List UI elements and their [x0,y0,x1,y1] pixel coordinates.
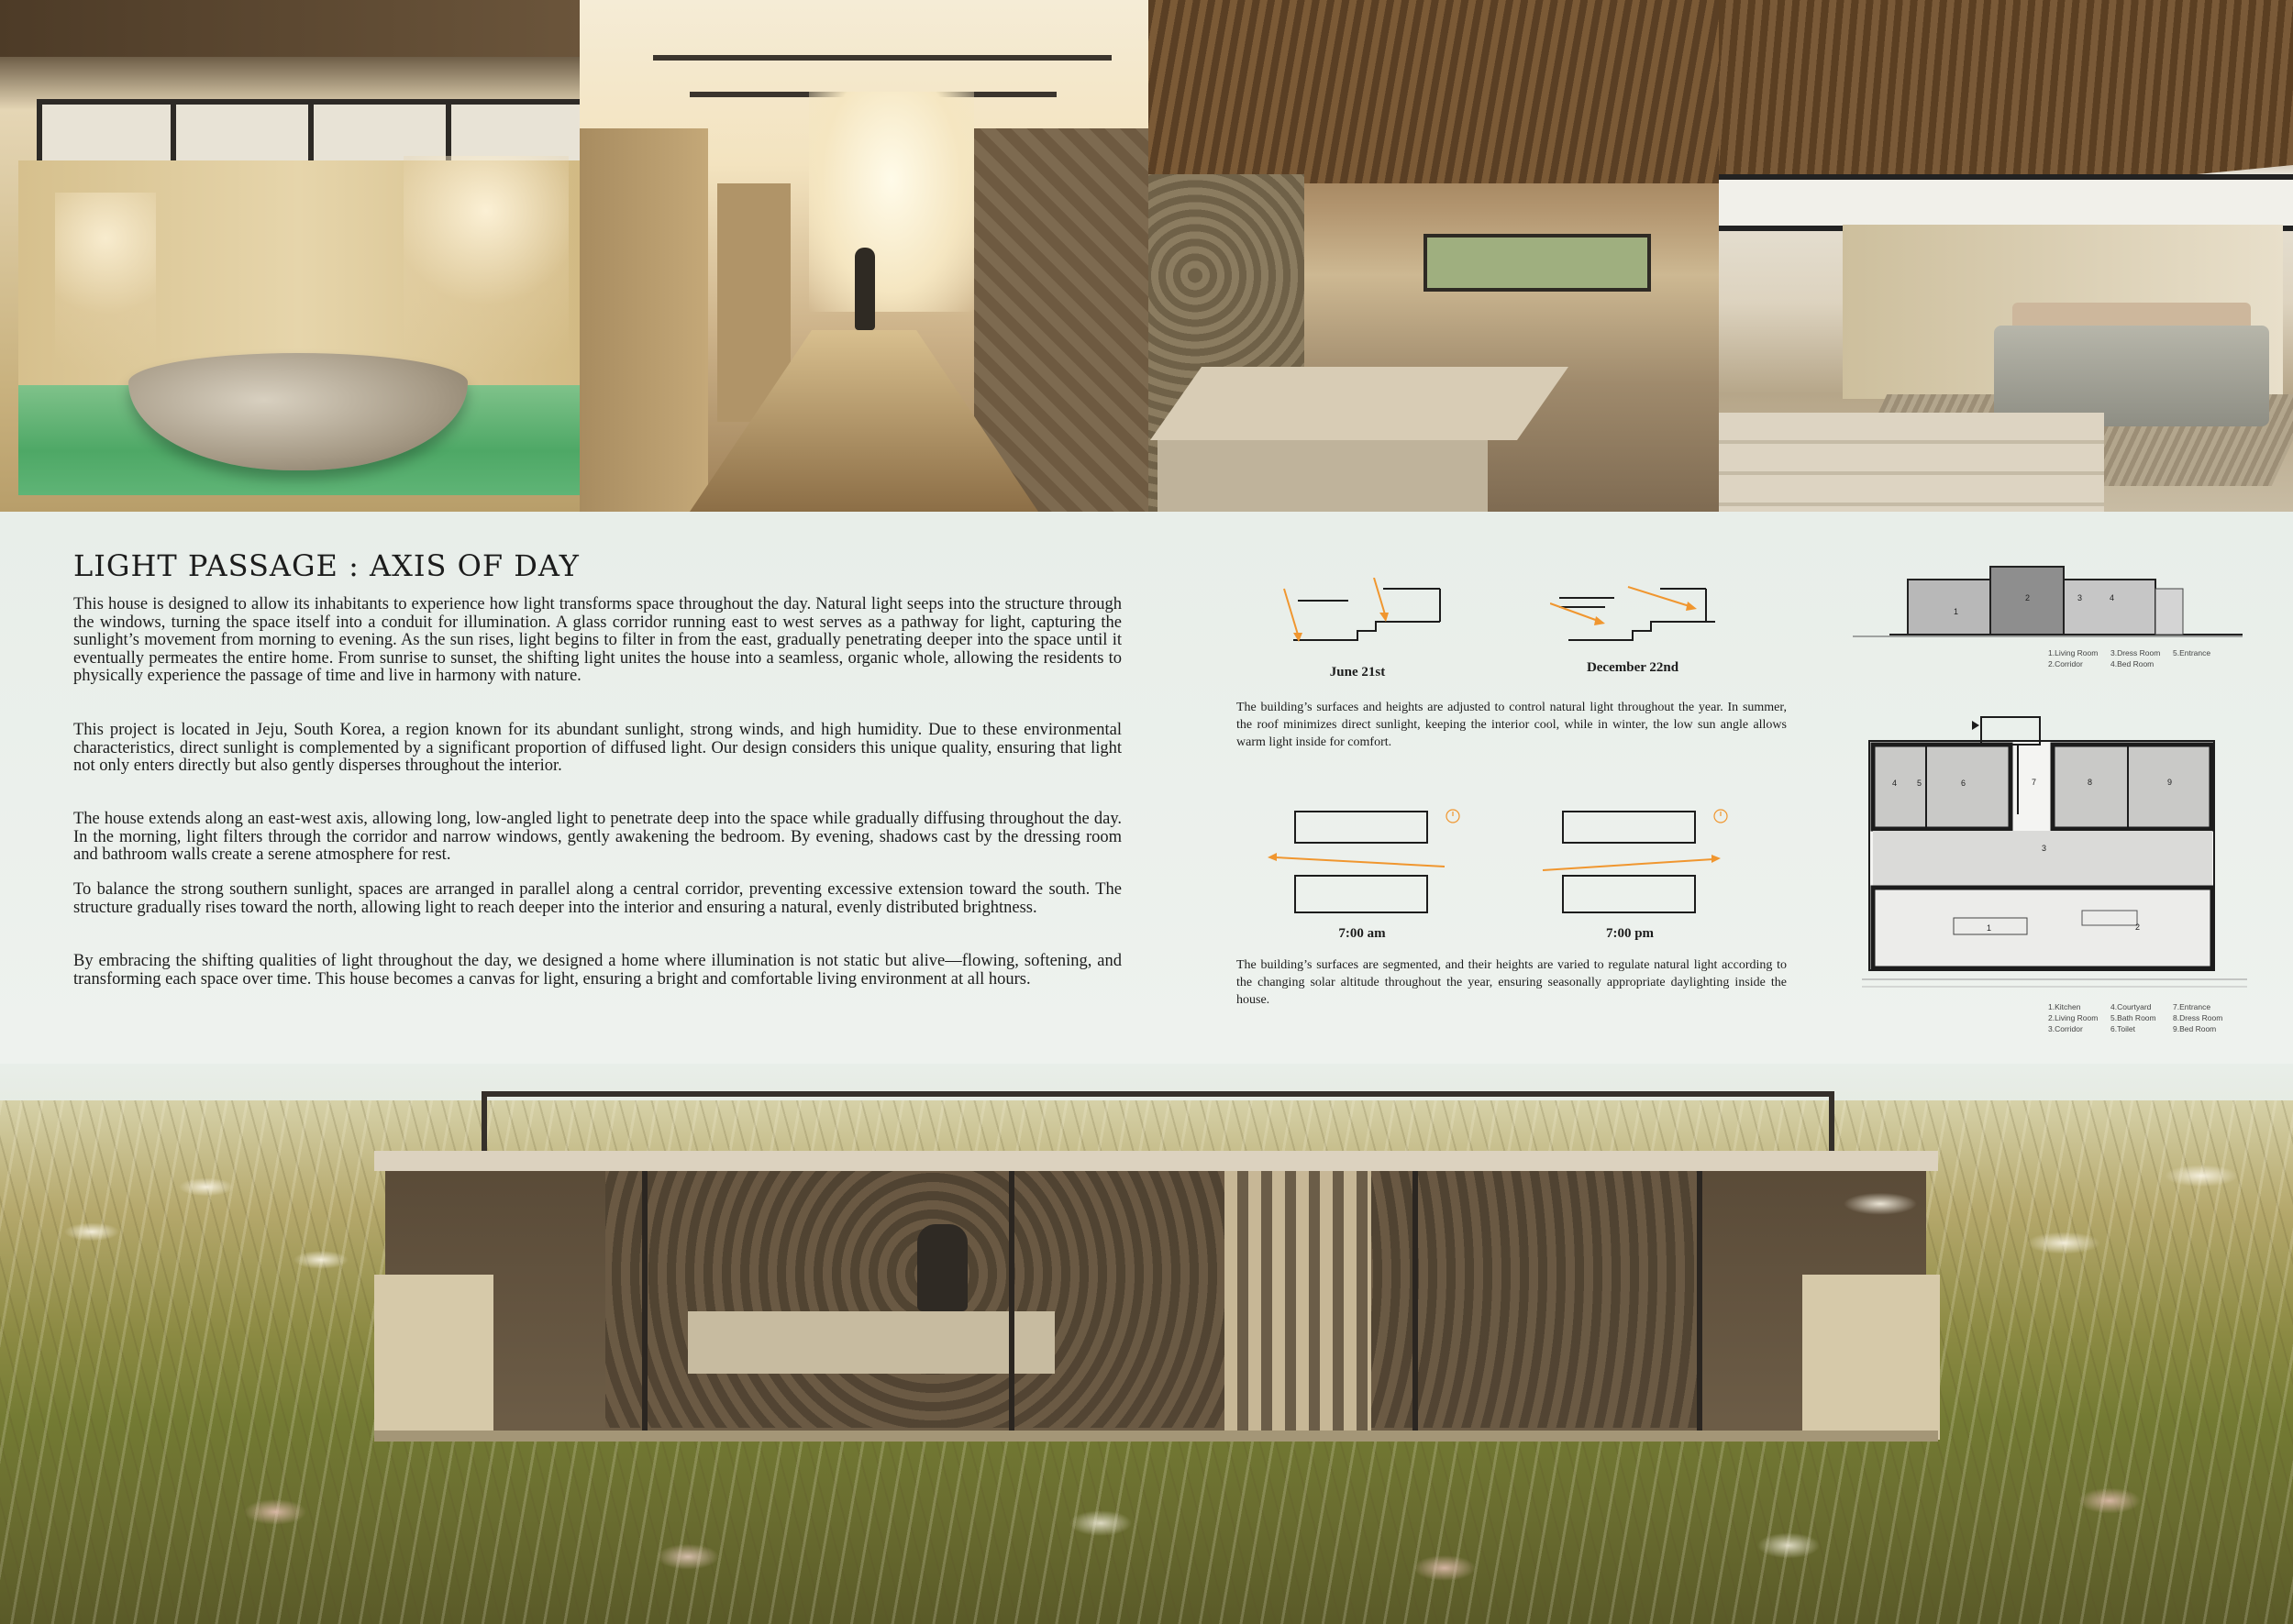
plan-diagram-caption: The building’s surfaces are segmented, and their heights are varied to regulate natural light according to the changing solar altitude throughout the year, ensuring seasonally appropriate daylighting inside the house. [1236,958,1787,1007]
label-december: December 22nd [1586,660,1679,675]
plan-room-number: 8 [2088,778,2093,787]
paragraph-concept: This house is designed to allow its inhabitants to experience how light transforms space throughout the day. Natural light seeps into the structure through the windows, turning the space itself into a conduit for illumination. A glass corridor running east to west serves as a pathway for light, capturing the sunlight’s movement from morning to evening. As the sun rises, light begins to filter in from the east, gradually penetrating deeper into the space until it eventually permeates the entire home. From sunrise to sunset, the shifting light unites the house into a seamless, organic whole, allowing the residents to physically experience the passage of time and live in harmony with nature. [73,595,1122,686]
legend-item: 4.Bed Room [2110,659,2155,668]
plan-room-number: 3 [2042,844,2047,853]
wood-ceiling [1719,0,2293,193]
wood-ceiling [1148,0,1719,183]
label-morning: 7:00 am [1338,926,1386,941]
paragraph-conclusion: By embracing the shifting qualities of light throughout the day, we designed a home where illumination is not static but alive—flowing, softening, and transforming each space over time. This house becomes a canvas for light, ensuring a bright and comfortable living environment at all hours. [73,952,1122,989]
section-room-number: 1 [1954,607,1959,616]
legend-item: 1.Living Room [2048,648,2099,657]
ribbon-window [1423,234,1651,292]
plan-room-number: 9 [2167,778,2173,787]
render-bathroom [0,0,580,512]
section-room-number: 2 [2025,593,2031,602]
section-legend [2048,647,2250,669]
paragraph-axis: The house extends along an east-west axis, allowing long, low-angled light to penetrate deep into the space while gradually diffusing throughout the day. In the morning, light filters through the corridor and narrow windows, gently awakening the bedroom. By evening, shadows cast by the dressing room and bathroom walls create a serene atmosphere for rest. [73,810,1122,865]
plan-diagram-morning [1266,802,1468,922]
legend-item: 1.Kitchen [2048,1002,2081,1011]
legend-item: 8.Dress Room [2173,1013,2223,1022]
render-exterior [0,1064,2293,1624]
legend-item: 2.Corridor [2048,659,2083,668]
roof-overhang [0,0,580,57]
counter-side [1158,440,1488,512]
plan-room-number: 1 [1987,923,1992,933]
plan-room-number: 5 [1917,779,1922,788]
paragraph-site: This project is located in Jeju, South Korea, a region known for its abundant sunlight, strong winds, and high humidity. Due to these environmental characteristics, direct sunlight is complemented by a significant proportion of diffused light. Our design considers this unique quality, ensuring that light not only enters directly but also gently disperses throughout the interior. [73,721,1122,776]
plan-room-number: 4 [1892,779,1898,788]
legend-item: 3.Corridor [2048,1024,2083,1033]
floor-plan-legend [2048,1001,2250,1034]
floor-steps [1719,413,2104,512]
legend-item: 9.Bed Room [2173,1024,2217,1033]
bed [1994,326,2269,426]
legend-item: 5.Entrance [2173,648,2211,657]
legend-item: 7.Entrance [2173,1002,2211,1011]
section-room-number: 3 [2077,593,2083,602]
plan-room-number: 2 [2135,922,2141,932]
paragraph-layout: To balance the strong southern sunlight, spaces are arranged in parallel along a central corridor, preventing excessive extension toward the south. The structure gradually rises toward the north, allowing light to reach deeper into the interior and ensuring a natural, evenly distributed brightness. [73,880,1122,917]
board-title: LIGHT PASSAGE : AXIS OF DAY [73,548,580,583]
corridor-wall [580,128,708,512]
sunlight-glow [809,92,974,312]
render-corridor [580,0,1148,512]
plan-diagram-evening [1534,802,1735,922]
section-diagram-summer [1275,578,1458,651]
section-room-number: 4 [2110,593,2115,602]
section-diagram-winter [1550,578,1734,651]
legend-item: 2.Living Room [2048,1013,2099,1022]
section-drawing [1853,559,2243,637]
kitchen-counter [1150,367,1568,440]
clerestory-window [1719,174,2293,231]
legend-item: 5.Bath Room [2110,1013,2156,1022]
legend-item: 6.Toilet [2110,1024,2135,1033]
grass-plumes [0,1064,2293,1624]
roof-frame [653,55,1112,61]
label-evening: 7:00 pm [1605,926,1655,941]
legend-item: 3.Dress Room [2110,648,2161,657]
floor-plan [1862,704,2247,1002]
section-diagram-caption: The building’s surfaces and heights are adjusted to control natural light throughout the year. In summer, the roof minimizes direct sunlight, keeping the interior cool, while in winter, the low sun angle allows warm light inside for comfort. [1236,701,1787,749]
render-kitchen [1148,0,1719,512]
person-silhouette [855,248,875,330]
plan-room-number: 7 [2032,778,2037,787]
legend-item: 4.Courtyard [2110,1002,2152,1011]
stone-wall [974,128,1148,512]
plan-room-number: 6 [1961,779,1966,788]
label-june: June 21st [1329,665,1386,679]
render-bedroom [1719,0,2293,512]
